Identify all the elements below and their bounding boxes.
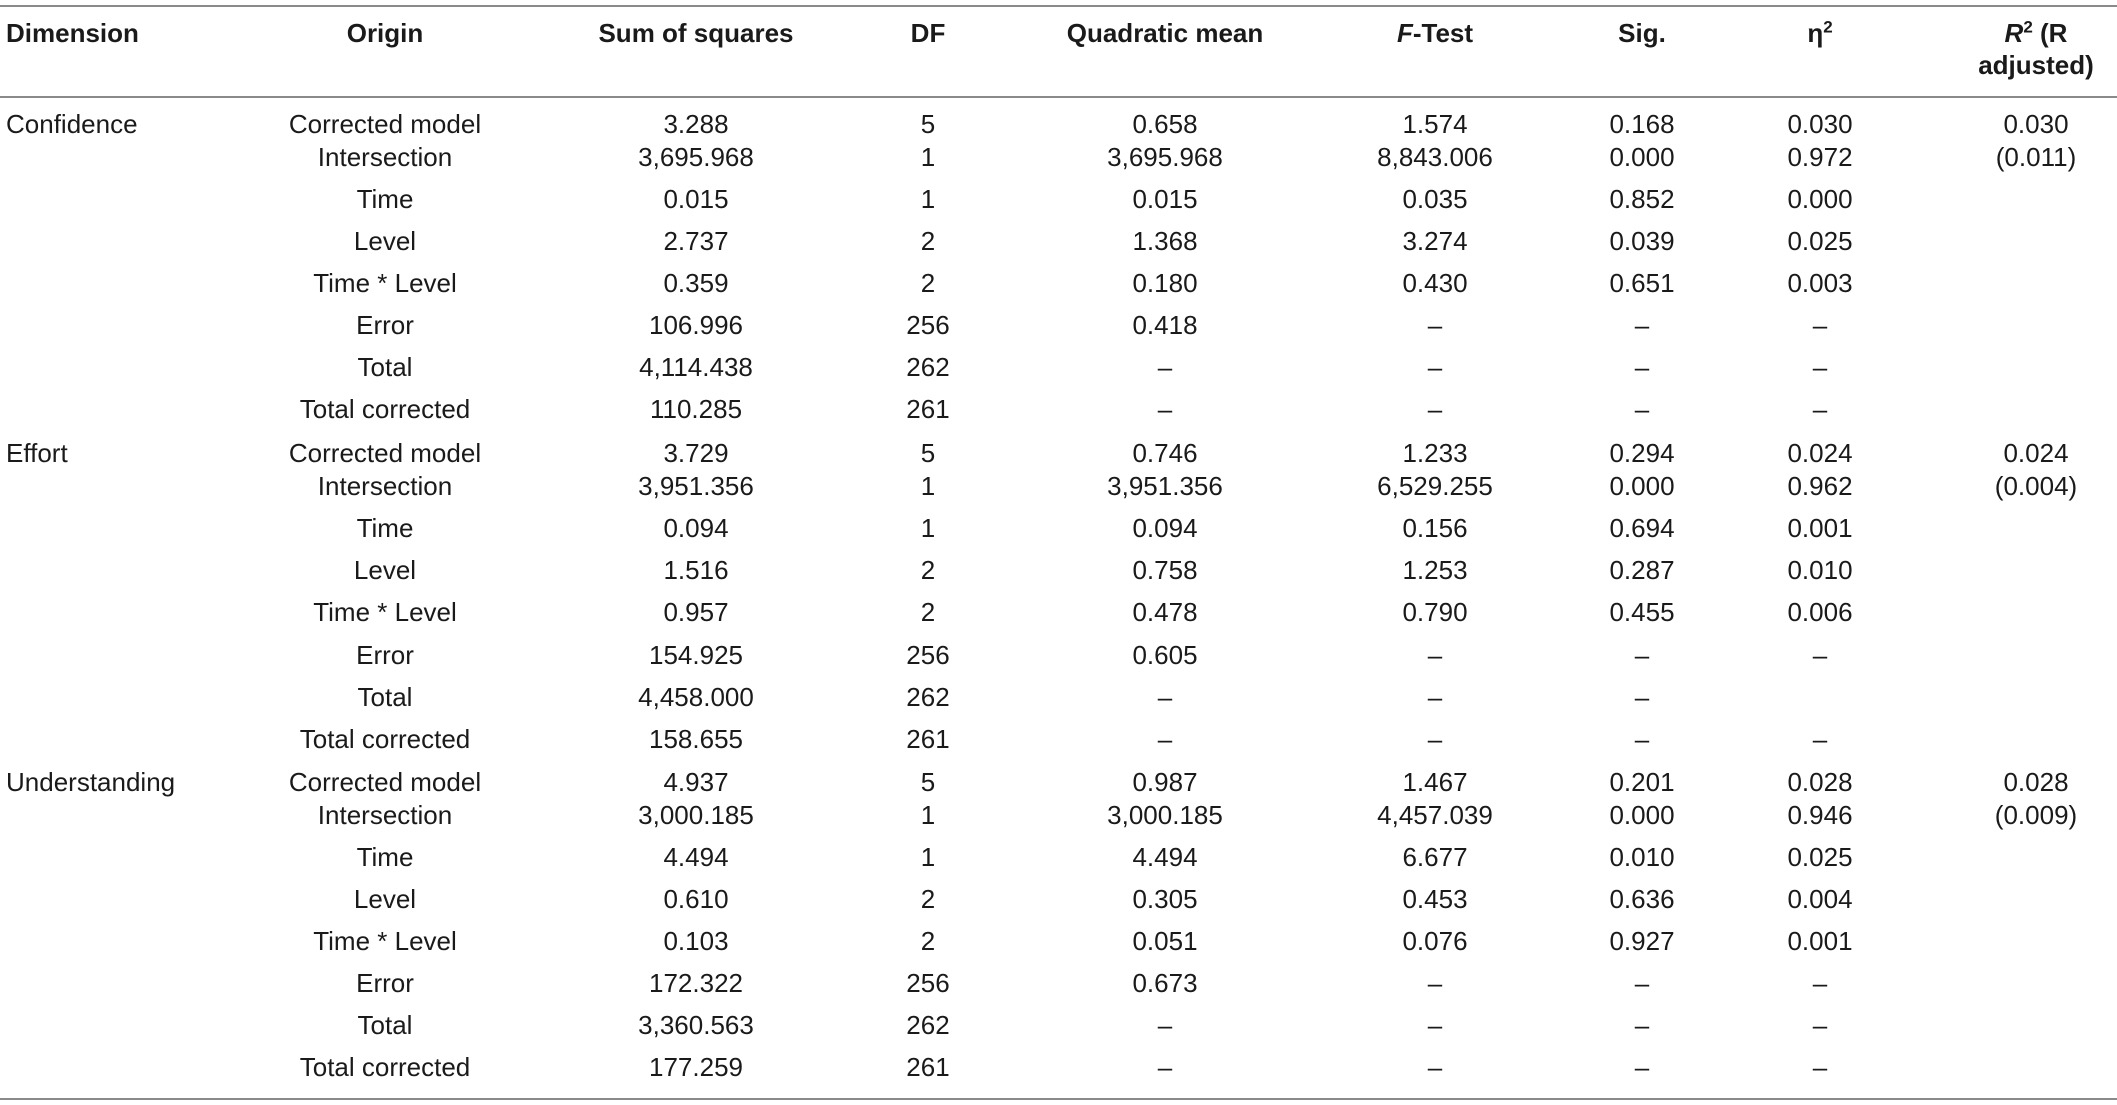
cell-quadratic-mean: – — [1157, 352, 1173, 382]
cell-origin: Time * Level — [313, 926, 457, 956]
cell-eta-squared: – — [1812, 1010, 1828, 1040]
cell-quadratic-mean: 0.658 — [1132, 109, 1198, 139]
cell-sum-of-squares: 3,360.563 — [638, 1010, 754, 1040]
cell-eta-squared: – — [1812, 352, 1828, 382]
header-r2-rest: (R adjusted) — [1978, 18, 2094, 80]
cell-dimension: Confidence — [6, 109, 138, 139]
cell-quadratic-mean: 0.478 — [1132, 597, 1198, 627]
cell-origin: Intersection — [317, 800, 453, 830]
cell-origin: Level — [353, 226, 417, 256]
cell-f-test: 3.274 — [1402, 226, 1468, 256]
cell-f-test: 1.253 — [1402, 555, 1468, 585]
header-eta-sup: 2 — [1823, 17, 1833, 37]
cell-df: 2 — [920, 268, 936, 298]
cell-f-test: – — [1427, 1052, 1443, 1082]
header-eta-squared — [1807, 17, 1832, 49]
cell-eta-squared: 0.962 — [1787, 471, 1853, 501]
cell-sig: – — [1634, 682, 1650, 712]
cell-origin: Total — [357, 682, 413, 712]
cell-eta-squared: – — [1812, 724, 1828, 754]
cell-origin: Corrected model — [288, 767, 482, 797]
cell-quadratic-mean: 4.494 — [1132, 842, 1198, 872]
cell-eta-squared: 0.025 — [1787, 226, 1853, 256]
cell-eta-squared: 0.946 — [1787, 800, 1853, 830]
cell-f-test: – — [1427, 1010, 1443, 1040]
header-r-squared — [1966, 17, 2106, 81]
table-row — [0, 140, 2117, 180]
cell-sum-of-squares: 4,114.438 — [639, 352, 753, 382]
table-row — [0, 882, 2117, 922]
cell-eta-squared: 0.001 — [1787, 926, 1853, 956]
cell-eta-squared: – — [1812, 968, 1828, 998]
cell-eta-squared: – — [1812, 310, 1828, 340]
cell-quadratic-mean: – — [1157, 682, 1173, 712]
cell-sig: 0.636 — [1609, 884, 1675, 914]
cell-df: 262 — [906, 1010, 950, 1040]
cell-df: 1 — [920, 142, 936, 172]
cell-sig: 0.000 — [1609, 800, 1675, 830]
table-row — [0, 1050, 2117, 1090]
cell-eta-squared: 0.972 — [1787, 142, 1853, 172]
cell-sig: 0.039 — [1609, 226, 1675, 256]
cell-origin: Corrected model — [288, 109, 482, 139]
table-row — [0, 469, 2117, 509]
cell-quadratic-mean: – — [1157, 1052, 1173, 1082]
table-header-row — [0, 0, 2117, 96]
cell-origin: Total corrected — [299, 1052, 471, 1082]
cell-eta-squared: 0.028 — [1787, 767, 1853, 797]
cell-df: 1 — [920, 184, 936, 214]
cell-quadratic-mean: 0.051 — [1132, 926, 1198, 956]
table-row — [0, 308, 2117, 348]
header-dimension: Dimension — [6, 18, 139, 48]
table-row — [0, 511, 2117, 551]
cell-r-squared: 0.030 — [2003, 109, 2069, 139]
cell-df: 2 — [920, 226, 936, 256]
cell-sum-of-squares: 0.957 — [663, 597, 729, 627]
header-origin: Origin — [346, 18, 424, 48]
cell-f-test: 0.156 — [1402, 513, 1468, 543]
cell-sig: – — [1634, 394, 1650, 424]
cell-f-test: 1.574 — [1402, 109, 1468, 139]
cell-sum-of-squares: 3.288 — [663, 109, 729, 139]
cell-quadratic-mean: 0.015 — [1132, 184, 1198, 214]
cell-eta-squared: 0.000 — [1787, 184, 1853, 214]
table-row — [0, 966, 2117, 1006]
cell-origin: Time — [356, 184, 414, 214]
cell-quadratic-mean: 1.368 — [1132, 226, 1198, 256]
cell-sum-of-squares: 2.737 — [663, 226, 729, 256]
cell-r-squared-adjusted: (0.009) — [1994, 800, 2078, 830]
cell-origin: Corrected model — [288, 438, 482, 468]
table-row — [0, 392, 2117, 432]
cell-eta-squared: – — [1812, 1052, 1828, 1082]
header-sig: Sig. — [1618, 18, 1666, 48]
cell-sig: – — [1634, 968, 1650, 998]
table-row — [0, 266, 2117, 306]
header-quadratic-mean: Quadratic mean — [1066, 18, 1264, 48]
cell-eta-squared: 0.010 — [1787, 555, 1853, 585]
header-df: DF — [910, 18, 946, 48]
cell-f-test: 4,457.039 — [1377, 800, 1493, 830]
cell-df: 256 — [906, 310, 950, 340]
cell-origin: Time * Level — [313, 597, 457, 627]
header-f-test-rest: -Test — [1412, 18, 1474, 48]
cell-sig: 0.927 — [1609, 926, 1675, 956]
cell-eta-squared: 0.001 — [1787, 513, 1853, 543]
cell-f-test: – — [1427, 310, 1443, 340]
cell-sum-of-squares: 0.103 — [663, 926, 729, 956]
cell-sig: – — [1634, 1010, 1650, 1040]
cell-sig: – — [1634, 724, 1650, 754]
cell-f-test: 0.076 — [1402, 926, 1468, 956]
cell-f-test: 0.035 — [1402, 184, 1468, 214]
table-row — [0, 924, 2117, 964]
cell-sum-of-squares: 158.655 — [649, 724, 743, 754]
cell-quadratic-mean: 0.180 — [1132, 268, 1198, 298]
cell-sig: 0.287 — [1609, 555, 1675, 585]
table-row — [0, 182, 2117, 222]
cell-eta-squared: – — [1812, 394, 1828, 424]
cell-df: 2 — [920, 597, 936, 627]
table-row — [0, 798, 2117, 838]
cell-f-test: 6.677 — [1402, 842, 1468, 872]
header-r2-italic: R — [2004, 18, 2024, 48]
cell-df: 1 — [920, 513, 936, 543]
cell-f-test: – — [1427, 394, 1443, 424]
cell-eta-squared: 0.003 — [1787, 268, 1853, 298]
cell-origin: Error — [356, 640, 414, 670]
cell-f-test: – — [1427, 724, 1443, 754]
cell-f-test: 0.790 — [1402, 597, 1468, 627]
cell-origin: Level — [353, 555, 417, 585]
cell-origin: Total corrected — [299, 724, 471, 754]
header-eta-base: η — [1807, 18, 1824, 48]
table-bottom-rule — [0, 1098, 2117, 1100]
cell-origin: Level — [353, 884, 417, 914]
cell-eta-squared: 0.006 — [1787, 597, 1853, 627]
cell-quadratic-mean: 0.758 — [1132, 555, 1198, 585]
cell-eta-squared: 0.030 — [1787, 109, 1853, 139]
cell-r-squared-adjusted: (0.011) — [1995, 142, 2077, 172]
cell-origin: Intersection — [317, 471, 453, 501]
cell-sig: – — [1634, 310, 1650, 340]
cell-sig: – — [1634, 352, 1650, 382]
cell-origin: Total — [357, 1010, 413, 1040]
cell-eta-squared: 0.025 — [1787, 842, 1853, 872]
cell-sum-of-squares: 172.322 — [649, 968, 743, 998]
cell-quadratic-mean: – — [1157, 394, 1173, 424]
cell-df: 1 — [920, 471, 936, 501]
cell-sum-of-squares: 0.094 — [663, 513, 729, 543]
table-row — [0, 595, 2117, 635]
cell-df: 261 — [906, 394, 950, 424]
cell-f-test: – — [1427, 352, 1443, 382]
cell-quadratic-mean: 3,951.356 — [1107, 471, 1223, 501]
cell-df: 1 — [920, 842, 936, 872]
cell-eta-squared: – — [1812, 640, 1828, 670]
cell-df: 261 — [906, 1052, 950, 1082]
table-row — [0, 224, 2117, 264]
table-row — [0, 1008, 2117, 1048]
cell-r-squared: 0.028 — [2003, 767, 2069, 797]
cell-quadratic-mean: – — [1157, 1010, 1173, 1040]
cell-sum-of-squares: 4.937 — [663, 767, 729, 797]
header-f-test — [1397, 17, 1473, 49]
cell-origin: Total — [357, 352, 413, 382]
cell-sum-of-squares: 0.359 — [663, 268, 729, 298]
cell-quadratic-mean: – — [1157, 724, 1173, 754]
cell-df: 256 — [906, 640, 950, 670]
cell-df: 2 — [920, 555, 936, 585]
cell-sum-of-squares: 3,000.185 — [638, 800, 754, 830]
cell-sum-of-squares: 106.996 — [649, 310, 743, 340]
table-row — [0, 638, 2117, 678]
cell-f-test: 6,529.255 — [1377, 471, 1493, 501]
table-row — [0, 350, 2117, 390]
cell-dimension: Effort — [6, 438, 68, 468]
cell-origin: Intersection — [317, 142, 453, 172]
table-row — [0, 722, 2117, 762]
cell-sum-of-squares: 0.015 — [663, 184, 729, 214]
cell-sum-of-squares: 4,458.000 — [638, 682, 754, 712]
table-header-rule — [0, 96, 2117, 98]
cell-df: 2 — [920, 926, 936, 956]
cell-sig: 0.201 — [1609, 767, 1675, 797]
cell-f-test: 1.467 — [1402, 767, 1468, 797]
table-row — [0, 553, 2117, 593]
cell-sum-of-squares: 1.516 — [663, 555, 729, 585]
cell-df: 1 — [920, 800, 936, 830]
cell-f-test: 8,843.006 — [1377, 142, 1493, 172]
header-f-test-italic: F — [1396, 18, 1413, 48]
cell-quadratic-mean: 3,695.968 — [1107, 142, 1223, 172]
cell-df: 256 — [906, 968, 950, 998]
cell-df: 5 — [920, 109, 936, 139]
cell-quadratic-mean: 0.605 — [1132, 640, 1198, 670]
header-r2-sup: 2 — [2023, 17, 2033, 37]
cell-f-test: – — [1427, 640, 1443, 670]
cell-df: 2 — [920, 884, 936, 914]
cell-sum-of-squares: 110.285 — [649, 394, 743, 424]
cell-sig: 0.455 — [1609, 597, 1675, 627]
cell-sum-of-squares: 4.494 — [663, 842, 729, 872]
cell-quadratic-mean: 0.746 — [1132, 438, 1198, 468]
cell-quadratic-mean: 0.987 — [1132, 767, 1198, 797]
cell-df: 5 — [920, 438, 936, 468]
cell-origin: Error — [356, 310, 414, 340]
cell-sig: 0.010 — [1609, 842, 1675, 872]
cell-quadratic-mean: 0.094 — [1132, 513, 1198, 543]
cell-f-test: 1.233 — [1402, 438, 1468, 468]
cell-origin: Time — [356, 513, 414, 543]
cell-origin: Time * Level — [313, 268, 457, 298]
cell-sum-of-squares: 0.610 — [663, 884, 729, 914]
cell-sig: – — [1634, 1052, 1650, 1082]
cell-df: 262 — [906, 682, 950, 712]
cell-sig: 0.852 — [1609, 184, 1675, 214]
cell-eta-squared: 0.004 — [1787, 884, 1853, 914]
cell-sum-of-squares: 3.729 — [663, 438, 729, 468]
cell-origin: Total corrected — [299, 394, 471, 424]
cell-f-test: – — [1427, 682, 1443, 712]
cell-origin: Error — [356, 968, 414, 998]
cell-quadratic-mean: 0.418 — [1132, 310, 1198, 340]
cell-df: 261 — [906, 724, 950, 754]
cell-sig: 0.000 — [1609, 471, 1675, 501]
cell-sig: 0.168 — [1609, 109, 1675, 139]
cell-sig: 0.294 — [1609, 438, 1675, 468]
cell-f-test: 0.430 — [1402, 268, 1468, 298]
cell-sum-of-squares: 154.925 — [649, 640, 743, 670]
table-row — [0, 840, 2117, 880]
cell-r-squared: 0.024 — [2003, 438, 2069, 468]
cell-r-squared-adjusted: (0.004) — [1994, 471, 2078, 501]
cell-f-test: 0.453 — [1402, 884, 1468, 914]
cell-dimension: Understanding — [6, 767, 176, 797]
cell-f-test: – — [1427, 968, 1443, 998]
cell-eta-squared: 0.024 — [1787, 438, 1853, 468]
cell-sum-of-squares: 3,951.356 — [638, 471, 754, 501]
cell-df: 262 — [906, 352, 950, 382]
table-row — [0, 680, 2117, 720]
cell-sig: 0.000 — [1609, 142, 1675, 172]
cell-sig: 0.651 — [1609, 268, 1675, 298]
cell-sum-of-squares: 177.259 — [649, 1052, 743, 1082]
cell-df: 5 — [920, 767, 936, 797]
cell-sig: 0.694 — [1609, 513, 1675, 543]
cell-sig: – — [1634, 640, 1650, 670]
cell-quadratic-mean: 0.305 — [1132, 884, 1198, 914]
cell-quadratic-mean: 0.673 — [1132, 968, 1198, 998]
cell-quadratic-mean: 3,000.185 — [1107, 800, 1223, 830]
cell-sum-of-squares: 3,695.968 — [638, 142, 754, 172]
header-sum-of-squares: Sum of squares — [598, 18, 794, 48]
cell-origin: Time — [356, 842, 414, 872]
